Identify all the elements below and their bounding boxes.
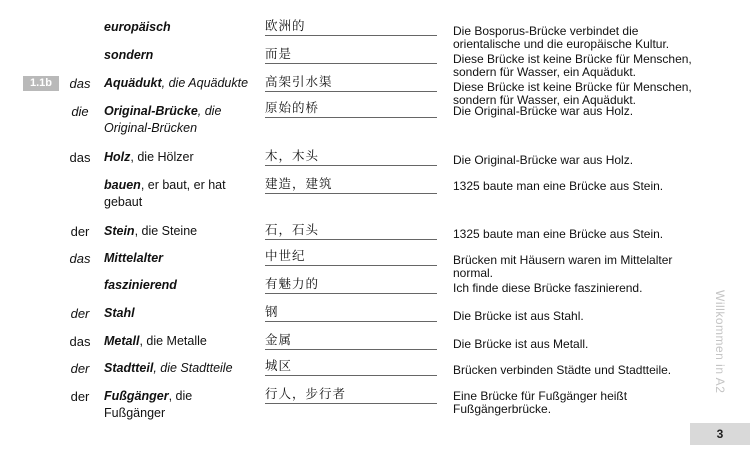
example-sentence: Die Original-Brücke war aus Holz. [453,153,634,167]
section-badge: 1.1b [23,76,59,91]
headword-cell [104,19,254,36]
plural: , die Steine [134,224,198,238]
example-sentence: Ich finde diese Brücke faszinierend. [453,281,643,295]
plural: , die Aquädukte [161,76,249,90]
example-sentence: Diese Brücke ist keine Brücke für Menschen, sondern für Wasser, ein Aquädukt. [453,80,692,107]
plural: , die Stadtteile [153,361,233,375]
headword: Aquädukt [104,76,162,90]
plural: , die Hölzer [130,150,194,164]
example-sentence: Die Brücke ist aus Stahl. [453,309,584,323]
chinese-translation: 建造，建筑 [265,174,437,194]
example-sentence: Eine Brücke für Fußgänger heißt Fußgängerbrücke. [453,389,628,416]
chinese-translation: 而是 [265,44,437,64]
headword: Fußgänger [104,389,169,403]
headword: europäisch [104,20,171,34]
article: das [69,150,91,165]
article: die [71,104,89,119]
chinese-translation: 中世纪 [265,246,437,266]
headword-cell [104,177,254,211]
example-sentence: 1325 baute man eine Brücke aus Stein. [453,179,664,193]
chinese-translation: 钢 [265,302,437,322]
headword-cell [104,305,254,322]
chinese-translation: 有魅力的 [265,274,437,294]
chinese-translation: 高架引水渠 [265,72,437,92]
chinese-translation: 原始的桥 [265,98,437,118]
example-sentence: Brücken mit Häusern waren im Mittelalter normal. [453,253,673,280]
article: der [70,389,90,404]
chinese-translation: 城区 [265,356,437,376]
chinese-translation: 行人，步行者 [265,384,437,404]
plural: , er baut, er hat gebaut [104,178,226,209]
headword: sondern [104,48,154,62]
chinese-translation: 金属 [265,330,437,350]
example-sentence: Die Original-Brücke war aus Holz. [453,104,634,118]
article: der [70,361,90,376]
headword-cell [104,47,254,64]
headword-cell [104,75,254,92]
headword-cell [104,250,254,267]
example-sentence: Die Bosporus-Brücke verbindet die orientalische und die europäische Kultur. [453,24,670,51]
example-sentence: Brücken verbinden Städte und Stadtteile. [453,363,672,377]
plural: , die Fußgänger [104,389,193,420]
article: der [70,306,90,321]
headword: bauen [104,178,141,192]
article: das [69,251,91,266]
headword: Stein [104,224,135,238]
page-number: 3 [690,423,750,445]
chinese-translation: 石，石头 [265,220,437,240]
headword: Metall [104,334,140,348]
headword-cell [104,360,254,377]
article: das [69,334,91,349]
headword-cell [104,277,254,294]
example-sentence: Diese Brücke ist keine Brücke für Menschen, sondern für Wasser, ein Aquädukt. [453,52,692,79]
headword-cell [104,223,254,240]
headword: Stadtteil [104,361,154,375]
article: der [70,224,90,239]
headword: faszinierend [104,278,177,292]
headword: Stahl [104,306,135,320]
plural: , die Original-Brücken [104,104,222,135]
article: das [69,76,91,91]
headword: Mittelalter [104,251,164,265]
example-sentence: 1325 baute man eine Brücke aus Stein. [453,227,664,241]
headword: Holz [104,150,131,164]
example-sentence: Die Brücke ist aus Metall. [453,337,589,351]
headword-cell [104,149,254,166]
headword-cell [104,388,254,422]
plural: , die Metalle [139,334,207,348]
chinese-translation: 欧洲的 [265,16,437,36]
side-title: Willkommen in A2 [713,290,727,394]
headword-cell [104,103,254,137]
headword: Original-Brücke [104,104,198,118]
headword-cell [104,333,254,350]
chinese-translation: 木，木头 [265,146,437,166]
